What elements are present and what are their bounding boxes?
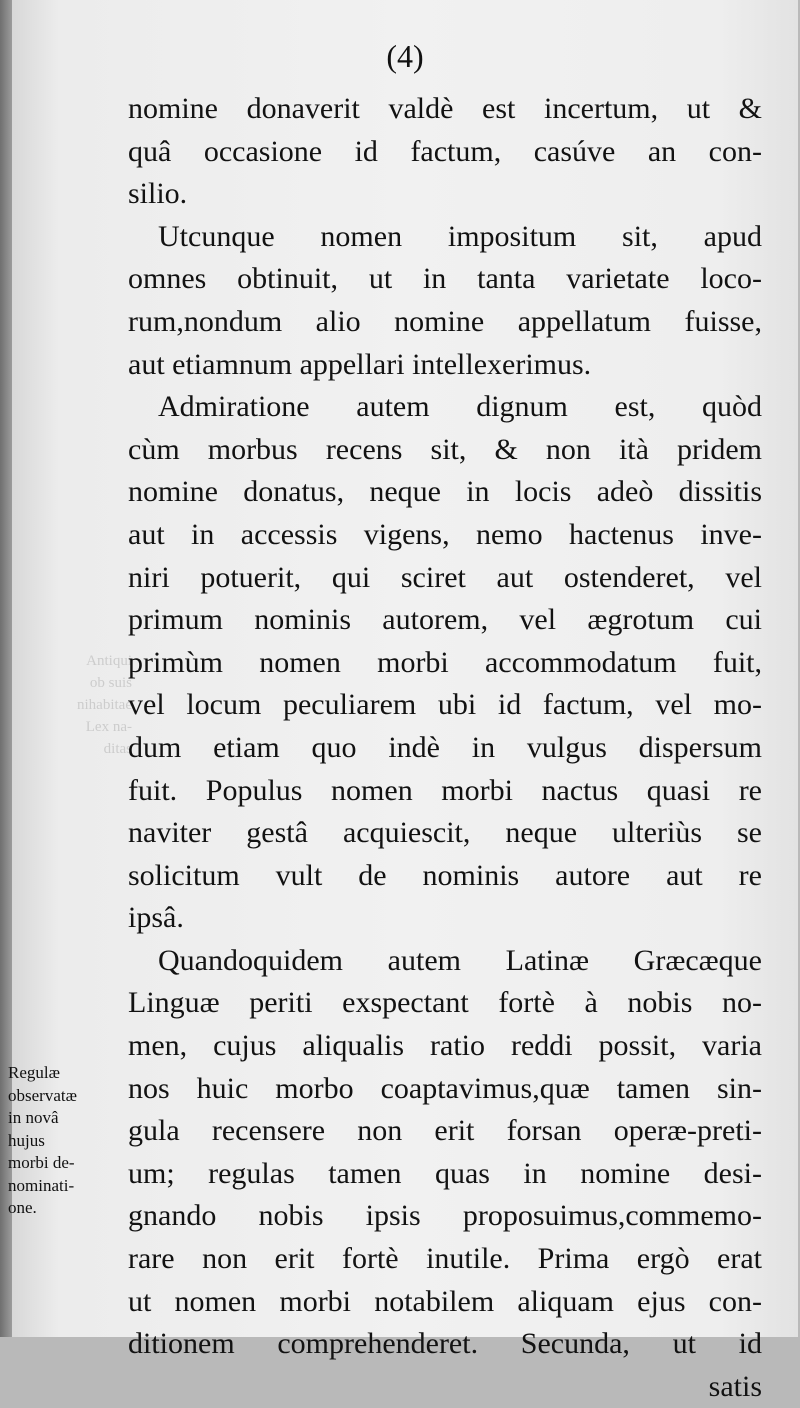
text-line: dum etiam quo indè in vulgus dispersum: [128, 730, 762, 764]
main-text: [128, 88, 762, 1408]
text-line: um; regulas tamen quas in nomine desi-: [128, 1156, 762, 1190]
catchword: satis: [708, 1369, 762, 1403]
text-line: gula recensere non erit forsan operæ-preti-: [128, 1114, 762, 1148]
text-line: naviter gestâ acquiescit, neque ulteriùs se: [128, 816, 762, 850]
text-line: nomine donaverit valdè est incertum, ut &: [128, 92, 762, 125]
margin-note: [8, 1062, 120, 1220]
margin-note-line: one.: [8, 1198, 37, 1217]
text-line: primùm nomen morbi accommodatum fuit,: [128, 645, 762, 679]
page-number: (4): [386, 38, 424, 74]
paragraph-2: [128, 216, 762, 386]
text-line: Linguæ periti exspectant fortè à nobis no-: [128, 986, 762, 1020]
text-line: solicitum vult de nominis autore aut re: [128, 858, 762, 892]
text-line: rum,nondum alio nomine appellatum fuisse,: [128, 304, 762, 338]
bleed-through-text: Antiqui ob suis nihabitae Lex na- ditas: [77, 653, 132, 757]
text-line: nomine donatus, neque in locis adeò dissitis: [128, 475, 762, 509]
text-line: Admiratione autem dignum est, quòd: [158, 390, 762, 424]
margin-note-line: observatæ: [8, 1085, 77, 1105]
text-line: quâ occasione id factum, casúve an con-: [128, 134, 762, 168]
text-line: omnes obtinuit, ut in tanta varietate loco-: [128, 262, 762, 296]
text-line: fuit. Populus nomen morbi nactus quasi re: [128, 773, 762, 807]
text-line: cùm morbus recens sit, & non ità pridem: [128, 432, 762, 466]
margin-note-line: Regulæ: [8, 1063, 60, 1082]
text-line: vel locum peculiarem ubi id factum, vel mo-: [128, 688, 762, 722]
text-line: ditionem comprehenderet. Secunda, ut id: [128, 1327, 762, 1361]
text-line: Utcunque nomen impositum sit, apud: [158, 219, 762, 253]
paragraph-4: [128, 940, 762, 1366]
text-line: aut in accessis vigens, nemo hactenus inve-: [128, 517, 762, 551]
text-line: ipsâ.: [128, 901, 184, 935]
text-line: men, cujus aliqualis ratio reddi possit, varia: [128, 1029, 762, 1063]
text-line: rare non erit fortè inutile. Prima ergò erat: [128, 1242, 762, 1276]
text-line: aut etiamnum appellari intellexerimus.: [128, 347, 592, 381]
text-line: primum nominis autorem, vel ægrotum cui: [128, 603, 762, 637]
text-line: ut nomen morbi notabilem aliquam ejus con-: [128, 1284, 762, 1318]
paragraph-1: [128, 88, 762, 216]
text-line: silio.: [128, 177, 188, 211]
text-line: nos huic morbo coaptavimus,quæ tamen sin-: [128, 1071, 762, 1105]
margin-note-line: nominati-: [8, 1175, 75, 1195]
paragraph-3: [128, 386, 762, 940]
text-line: gnando nobis ipsis proposuimus,commemo-: [128, 1199, 762, 1233]
margin-note-line: hujus: [8, 1130, 45, 1150]
text-line: Quandoquidem autem Latinæ Græcæque: [158, 943, 762, 977]
text-line: niri potuerit, qui sciret aut ostenderet, vel: [128, 560, 762, 594]
margin-note-line: in novâ: [8, 1108, 59, 1127]
margin-note-line: morbi de-: [8, 1153, 75, 1172]
